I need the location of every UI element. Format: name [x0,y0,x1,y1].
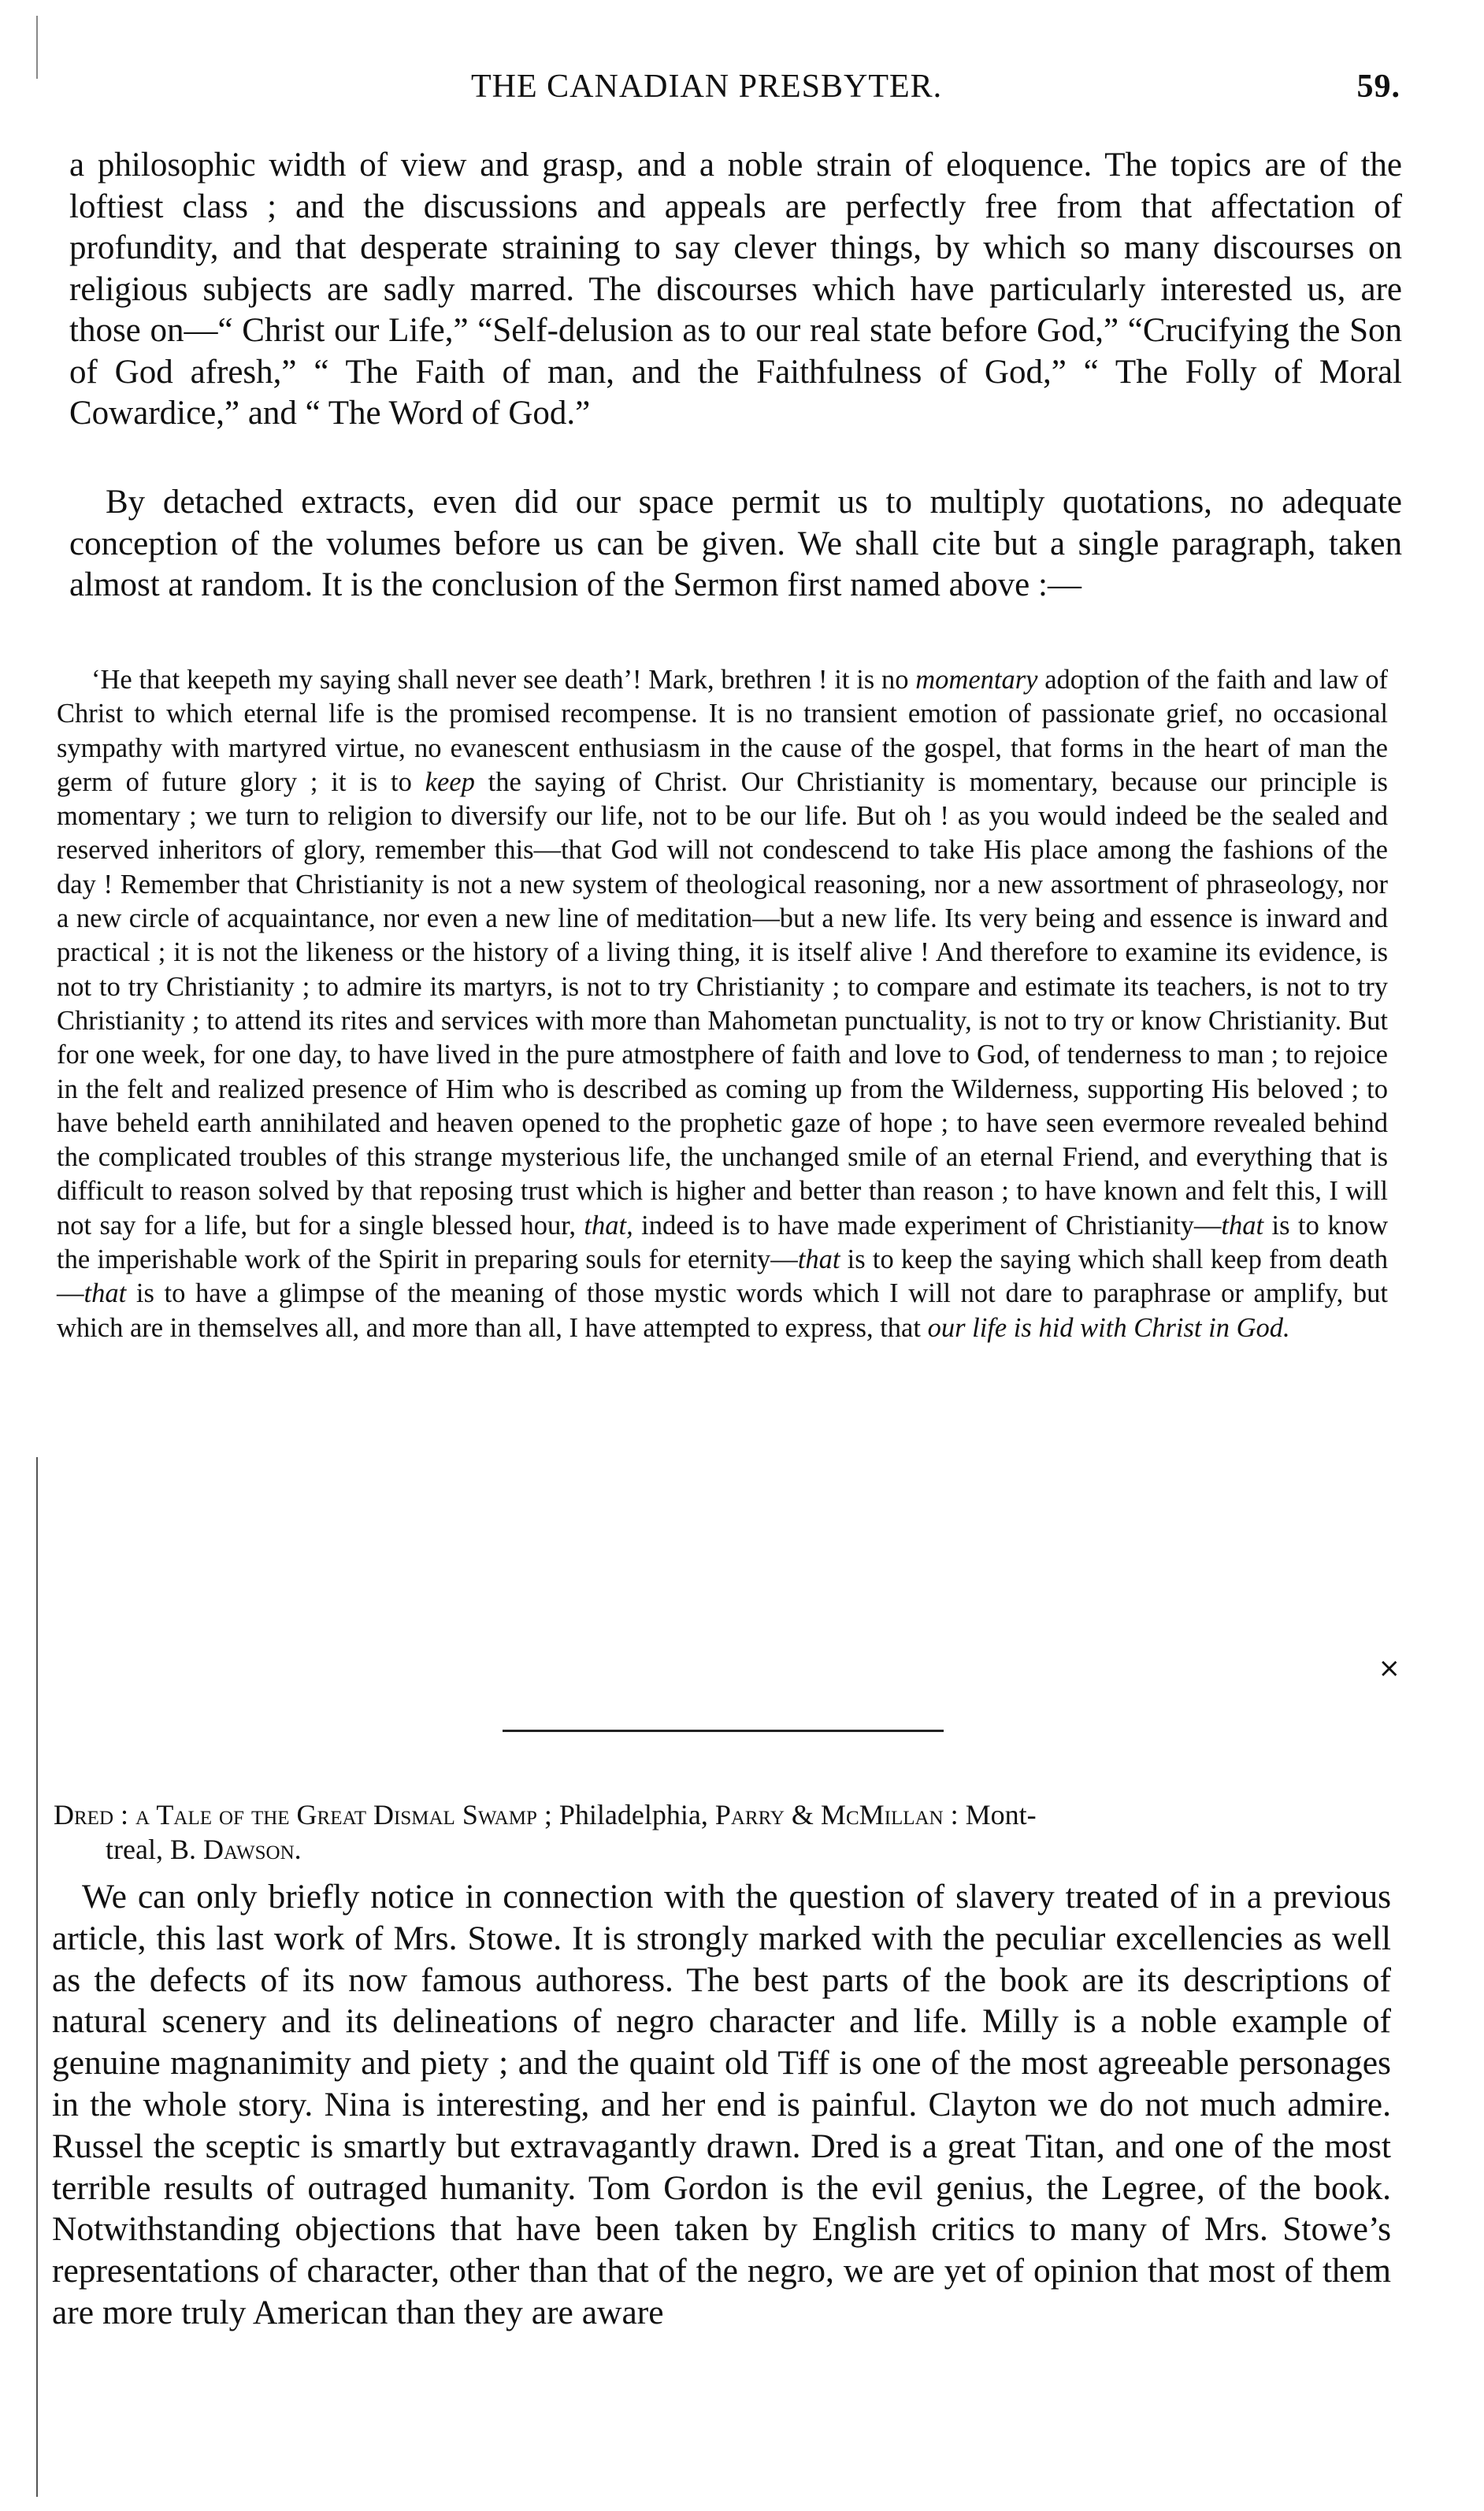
quote-text: the saying of Christ. Our Christianity is momentary, because our principle is momentary ; we turn to religion to diversify our life, not to be our life. But oh ! as you would indeed be the sealed and reserved inheritors of glory, remember this—that God will not condescend to take His place among the fashions of the day ! Remember that Christianity is not a new system of theological reasoning, nor a new assortment of phraseology, nor a new circle of acquaintance, nor even a new line of meditation—but a new life. Its very being and essence is inward and practical ; it is not the likeness or the history of a living thing, it is itself alive ! And therefore to examine its evidence, is not to try Christianity ; to admire its martyrs, is not to try Christianity ; to compare and estimate its teachers, is not to try Christianity ; to attend its rites and services with more than Mahometan punctuality, is not to try or know Christianity. But for one week, for one day, to have lived in the pure atmostphere of faith and love to God, of tenderness to man ; to rejoice in the felt and realized presence of Him who is described as coming up from the Wilderness, supporting His beloved ; to have beheld earth annihilated and heaven opened to the prophetic gaze of hope ; to have seen evermore revealed behind the complicated troubles of this strange mysterious life, the unchanged smile of an eternal Friend, and everything that is difficult to reason solved by that reposing trust which is higher and better than reason ; to have known and felt this, I will not say for a life, but for a single blessed hour, [57,766,1388,1241]
quote-text: indeed is to have made experiment of Christianity— [633,1210,1222,1241]
quote-italic-text: that [83,1278,127,1309]
quote-italic-text: our life is hid with Christ in God. [927,1312,1290,1343]
quote-italic-text: that [1221,1210,1264,1241]
quote-italic-text: keep [425,766,475,797]
journal-title: THE CANADIAN PRESBYTER. [471,69,943,105]
publisher-text: : Mont- [943,1799,1037,1830]
publisher-text: . [294,1834,302,1865]
page-number: 59. [1356,69,1401,105]
end-mark: × [1378,1652,1401,1684]
paragraph-continuation: a philosophic width of view and grasp, and a noble strain of eloquence. The topics are of the loftiest class ; and the discussions and appeals are perfectly free from that affectation of profundity, and that desperate straining to say clever things, by which so many discourses on religious subjects are sadly marred. The discourses which have particularly interested us, are those on—“ Christ our Life,” “Self-delusion as to our real state before God,” “Crucifying the Son of God afresh,” “ The Faith of man, and the Faithfulness of God,” “ The Folly of Moral Cowardice,” and “ The Word of God.” [69,147,1402,432]
publisher-name: Parry & McMillan [714,1799,944,1830]
quote-text: adoption of the faith and law of Christ to which eternal life is the promised recompense. It is no transient emotion of passionate grief, no occasional sympathy with martyred virtue, no evanescent enthusiasm in the cause of the gospel, that forms in the heart of man the germ of future glory ; it is to [57,665,1388,797]
page-edge-line [36,1457,38,2497]
quote-italic-text: that, [584,1210,633,1241]
quote-text: is to keep the saying which shall keep from death— [57,1244,1388,1309]
review-heading [54,1797,1389,1867]
paragraph-extract-intro: By detached extracts, even did our space permit us to multiply quotations, no adequate conception of the volumes before us can be given. We shall cite but a single paragraph, taken almost at random. It is the conclusion of the Sermon first named above :— [69,484,1402,603]
publisher-line-2 [54,1832,1389,1867]
review-body: We can only briefly notice in connection with the question of slavery treated of in a previous article, this last work of Mrs. Stowe. It is strongly marked with the peculiar excellencies as well as the defects of its now famous authoress. The best parts of the book are its descriptions of natural scenery and its delineations of negro character and life. Milly is a noble example of genuine magnanimity and piety ; and the quaint old Tiff is one of the most agreeable personages in the whole story. Nina is interesting, and her end is painful. Clayton we do not much admire. Russel the sceptic is smartly but extravagantly drawn. Dred is a great Titan, and one of the most terrible results of outraged humanity. Tom Gordon is the evil genius, the Legree, of the book. Notwithstanding objections that have been taken by English critics to many of Mrs. Stowe’s representations of character, other than that of the negro, we are yet of opinion that most of them are more truly American than they are aware [52,1878,1391,2331]
book-title: Dred : a Tale of the Great Dismal Swamp ; [54,1799,552,1830]
running-header [61,68,1416,115]
publisher-text: treal, B. [106,1834,203,1865]
quote-italic-text: that [797,1244,840,1275]
quote-text: is to have a glimpse of the meaning of those mystic words which I will not dare to paraphrase or amplify, but which are in themselves all, and more than all, I have attempted to express, that [57,1278,1388,1343]
section-divider [503,1730,944,1732]
publisher-text: Philadelphia, [551,1799,715,1830]
page-edge-line [36,16,38,79]
publisher-name: Dawson [202,1834,295,1865]
quote-text: ‘He that keepeth my saying shall never see death’! Mark, brethren ! it is no [91,665,916,695]
sermon-quotation [57,663,1388,1345]
quote-text: is to know the imperishable work of the Spirit in preparing souls for eternity— [57,1210,1389,1275]
quote-italic-text: momentary [915,665,1038,695]
